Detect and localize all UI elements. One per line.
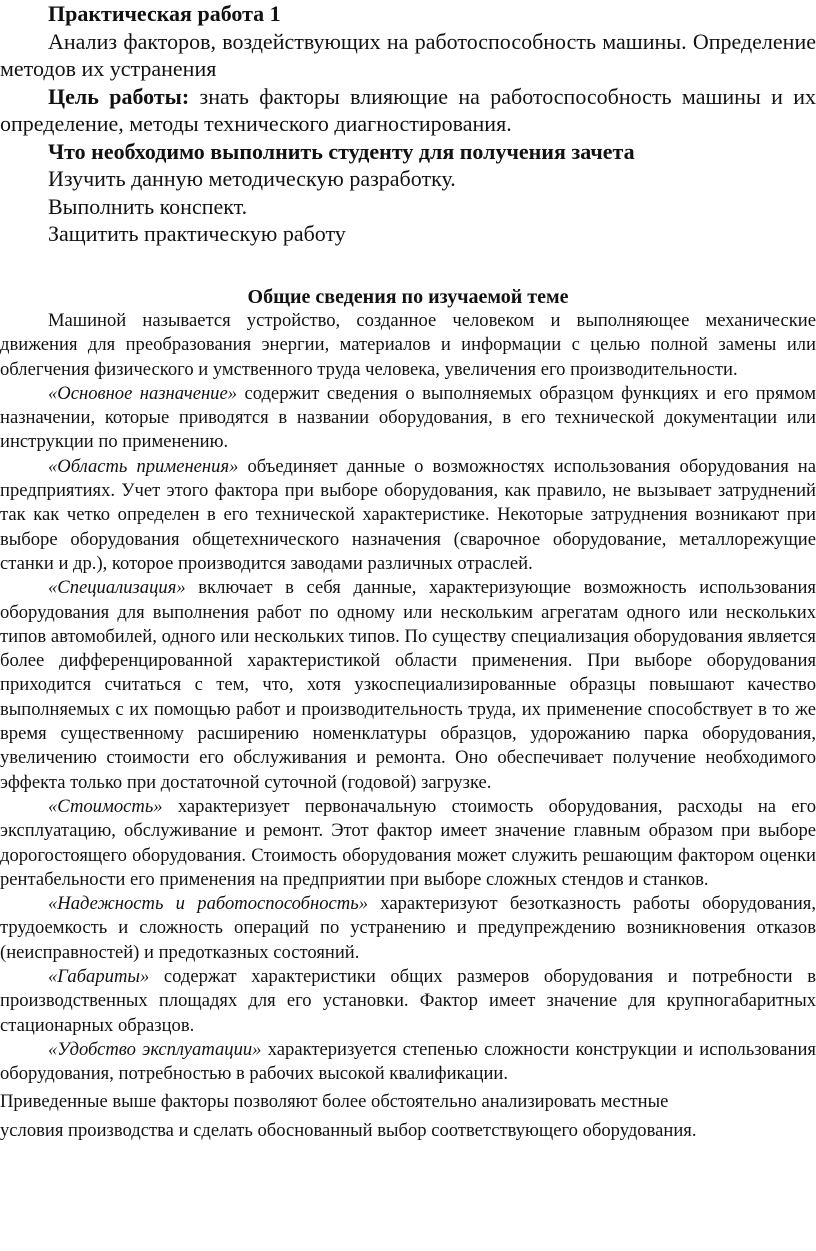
task-item: Защитить практическую работу (48, 221, 346, 246)
factor-text: объединяет данные о возможностях использования оборудования на предприятиях. Учет этого фактора при выборе оборудования, как правило, не вызывает затруднений так как четко определен в его технической характеристике. Некоторые затруднения возникают при выборе оборудования общетехнического назначения (сварочное оборудование, металлорежущие станки и др.), которое производится заводами различных отраслей. (0, 455, 816, 574)
section-heading: Общие сведения по изучаемой теме (247, 286, 569, 308)
intro-paragraph: Машиной называется устройство, созданное человеком и выполняющее механические движения для преобразования энергии, материалов и информации с целью полной замены или облегчения физического и умственного труда человека, увеличения его производительности. (0, 310, 816, 380)
document-subtitle: Анализ факторов, воздействующих на работоспособность машины. Определение методов их устранения (0, 28, 816, 81)
factor-text: характеризуют безотказность работы оборудования, трудоемкость и сложность операций по устранению и предупреждению возникновения отказов (неисправностей) и предотказных состояний. (0, 893, 816, 963)
goal-paragraph (0, 83, 816, 138)
factor-term: «Специализация» (48, 577, 186, 599)
factor-term: «Стоимость» (48, 795, 163, 817)
task-item: Изучить данную методическую разработку. (48, 166, 456, 191)
factor-paragraph (0, 576, 816, 795)
factor-text: характеризует первоначальную стоимость оборудования, расходы на его эксплуатацию, обслуживание и ремонт. Этот фактор имеет значение главным образом при выборе дорогостоящего оборудования. Стоимость оборудования может служить решающим фактором оценки рентабельности его применения на предприятии при выборе сложных стендов и станков. (0, 795, 816, 890)
factor-paragraph (0, 455, 816, 576)
factor-paragraph (0, 965, 816, 1038)
factor-paragraph (0, 1038, 816, 1087)
factor-term: «Основное назначение» (48, 382, 238, 404)
factor-text: характеризуется степенью сложности конструкции и использования оборудования, потребностью в рабочих высокой квалификации. (0, 1038, 816, 1085)
conclusion-line: условия производства и сделать обоснованный выбор соответствующего оборудования. (0, 1119, 697, 1141)
conclusion-paragraph (0, 1087, 816, 1145)
document-title: Практическая работа 1 (48, 1, 281, 26)
tasks-heading: Что необходимо выполнить студенту для получения зачета (48, 138, 635, 164)
factor-paragraph (0, 795, 816, 892)
task-item: Выполнить конспект. (48, 193, 248, 219)
factor-paragraph (0, 892, 816, 965)
factor-term: «Область применения» (48, 455, 239, 477)
factor-text: содержит сведения о выполняемых образцом функциях и его прямом назначении, которые приводятся в названии оборудования, в его технической документации или инструкции по применению. (0, 382, 816, 453)
factor-text: содержат характеристики общих размеров оборудования и потребности в производственных площадях для его установки. Фактор имеет значение для крупногабаритных стационарных образцов. (0, 966, 816, 1036)
document-body (0, 309, 816, 1145)
factor-term: «Надежность и работоспособность» (48, 893, 368, 915)
goal-label: Цель работы: (48, 83, 190, 109)
conclusion-line: Приведенные выше факторы позволяют более обстоятельно анализировать местные (0, 1090, 669, 1112)
document-header (0, 0, 816, 248)
factor-term: «Удобство эксплуатации» (48, 1038, 262, 1060)
goal-text: знать факторы влияющие на работоспособность машины и их определение, методы технического диагностирования. (0, 83, 816, 136)
factor-paragraph (0, 382, 816, 455)
factor-text: включает в себя данные, характеризующие возможность использования оборудования для выполнения работ по одному или нескольким агрегатам одного или нескольких типов автомобилей, одного или нескольких типов. По существу специализация оборудования является более дифференцированной характеристикой области применения. При выборе оборудования приходится считаться с тем, что, хотя узкоспециализированные образцы повышают качество выполняемых с их помощью работ и производительность труда, их применение способствует в то же время существенному расширению номенклатуры образцов, удорожанию парка оборудования, увеличению стоимости его обслуживания и ремонта. Оно обеспечивает получение необходимого эффекта только при достаточной суточной (годовой) загрузке. (0, 577, 816, 793)
factor-term: «Габариты» (48, 966, 150, 988)
